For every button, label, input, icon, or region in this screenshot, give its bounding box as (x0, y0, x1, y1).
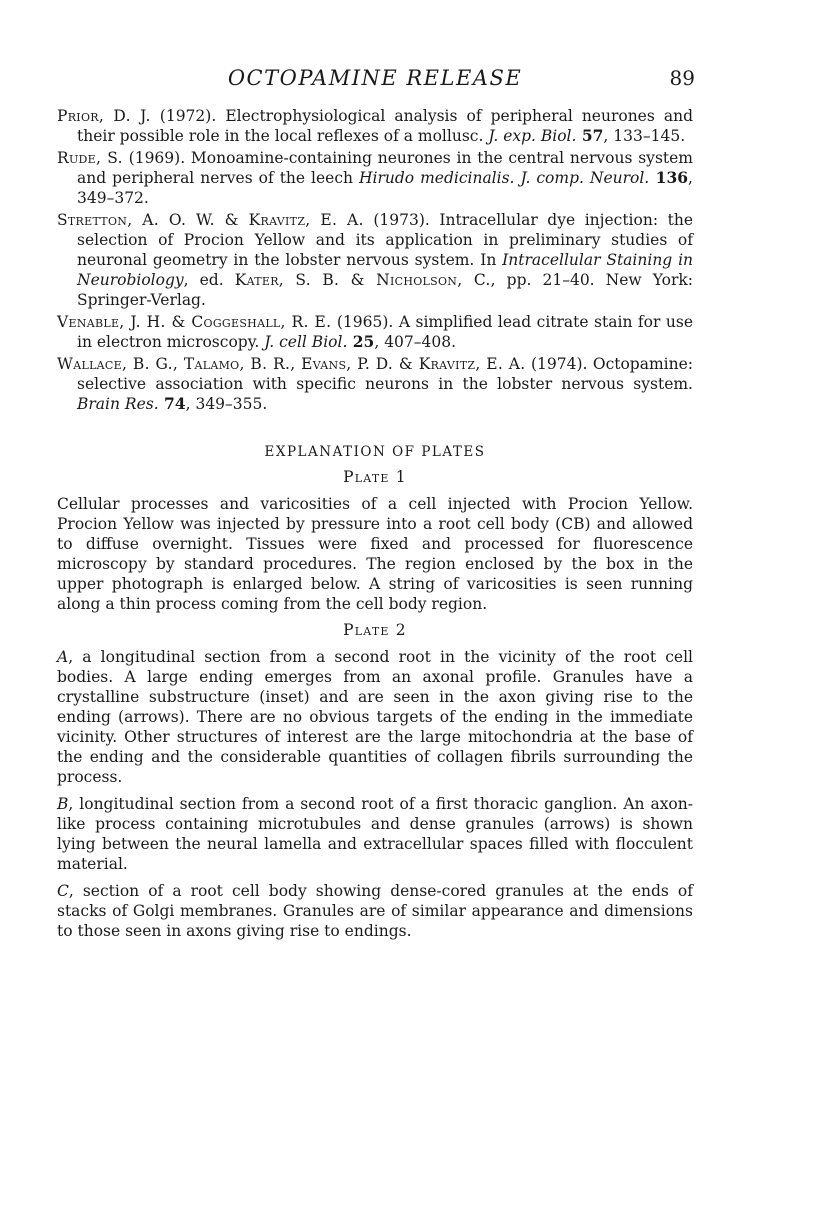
ref-text: Octopamine: selective association with specific neurons in the lobster nervous system. (77, 355, 694, 393)
ref-authors: Stretton, A. O. W. & Kravitz, E. A. (57, 211, 364, 229)
plate-1-caption: Cellular processes and varicosities of a cell injected with Procion Yellow. Procion Yellow was injected by pressure into a root cell body (CB) and allowed to diffuse overnight. Tissues were fixed and processed for fluorescence microscopy by standard procedures. The region enclosed by the box in the upper photograph is enlarged below. A string of varicosities is seen running along a thin process coming from the cell body region. (57, 495, 693, 613)
caption-text: , section of a root cell body showing dense-cored granules at the ends of stacks of Golgi membranes. Granules are of similar appearance and dimensions to those seen in axons giving rise to endings. (57, 882, 693, 940)
ref-tail: , pp. 21–40. New York: Springer-Verlag. (77, 271, 693, 309)
ref-pages: , 349–372. (77, 169, 693, 207)
plate-2-caption-a (57, 647, 693, 787)
reference-item (57, 210, 693, 310)
panel-label: A (57, 648, 69, 666)
ref-volume: 57 (576, 126, 604, 145)
ref-volume: 74 (158, 394, 186, 413)
ref-pages: , 133–145. (603, 127, 686, 145)
ref-year: (1965). (331, 313, 399, 331)
ref-book: Intracellular Staining in Neurobiology (77, 251, 694, 289)
panel-label: C (57, 882, 69, 900)
ref-text: Intracellular dye injection: the selection of Procion Yellow and its application in preliminary studies of neuronal geometry in the lobster nervous system. In (77, 211, 693, 269)
reference-item (57, 106, 693, 146)
ref-year: (1973). (363, 211, 440, 229)
ref-year: (1969). (122, 149, 191, 167)
ref-text: Monoamine-containing neurones in the central nervous system and peripheral nerves of the leech (77, 149, 693, 187)
plate-1-heading: Plate 1 (343, 468, 407, 486)
ref-journal: J. cell Biol. (264, 333, 348, 351)
ref-editors-prefix: , ed. (183, 271, 235, 289)
ref-authors: Wallace, B. G., Talamo, B. R., Evans, P. D. & Kravitz, E. A. (57, 355, 526, 373)
page (57, 66, 693, 948)
ref-volume: 25 (347, 332, 375, 351)
ref-editors: Kater, S. B. & Nicholson, C. (234, 271, 491, 289)
ref-authors: Rude, S. (57, 149, 123, 167)
ref-text: Electrophysiological analysis of peripheral neurones and their possible role in the local reflexes of a mollusc. (77, 107, 694, 145)
plate-2-heading: Plate 2 (343, 621, 407, 639)
ref-journal: Brain Res. (77, 395, 159, 413)
ref-authors: Prior, D. J. (57, 107, 151, 125)
plate-2-caption-c (57, 881, 693, 941)
reference-item (57, 148, 693, 208)
ref-journal: J. comp. Neurol. (514, 169, 650, 187)
ref-text: A simplified lead citrate stain for use in electron microscopy. (77, 313, 693, 351)
ref-year: (1974). (525, 355, 593, 373)
ref-pages: , 349–355. (185, 395, 268, 413)
reference-item (57, 354, 693, 414)
ref-species: Hirudo medicinalis. (358, 169, 515, 187)
caption-text: , a longitudinal section from a second root in the vicinity of the root cell bodies. A large ending emerges from an axonal profile. Granules have a crystalline substructure (inset) and are seen in the axon giving rise to the ending (arrows). There are no obvious targets of the ending in the immediate vicinity. Other structures of interest are the large mitochondria at the base of the ending and the considerable quantities of collagen fibrils surrounding the process. (57, 648, 693, 786)
ref-volume: 136 (649, 168, 689, 187)
reference-item (57, 312, 693, 352)
plate-2-caption-b (57, 794, 693, 874)
ref-year: (1972). (150, 107, 226, 125)
ref-journal: J. exp. Biol. (488, 127, 577, 145)
running-title: OCTOPAMINE RELEASE (227, 66, 523, 90)
page-header (57, 66, 693, 96)
page-number: 89 (669, 66, 695, 90)
reference-list (57, 106, 693, 414)
caption-text: , longitudinal section from a second root of a first thoracic ganglion. An axon-like process containing microtubules and dense granules (arrows) is shown lying between the neural lamella and extracellular spaces filled with flocculent material. (57, 795, 693, 873)
ref-authors: Venable, J. H. & Coggeshall, R. E. (57, 313, 332, 331)
panel-label: B (57, 795, 69, 813)
explanation-heading: EXPLANATION OF PLATES (264, 444, 486, 460)
ref-pages: , 407–408. (374, 333, 457, 351)
